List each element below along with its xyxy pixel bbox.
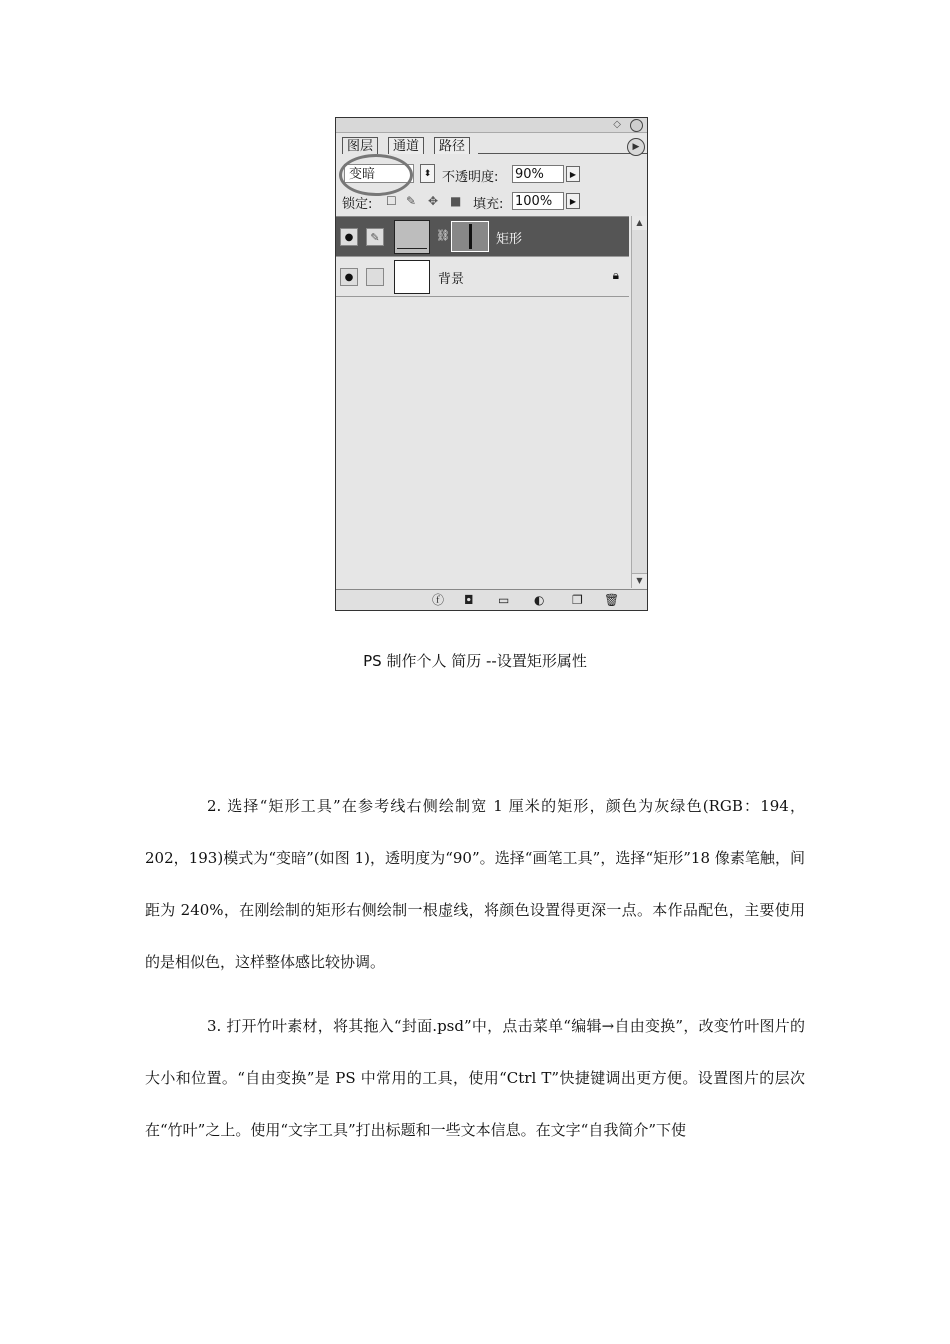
blend-mode-select[interactable]: 变暗 <box>344 164 414 183</box>
layer-row-background[interactable] <box>336 257 629 297</box>
layers-scrollbar[interactable] <box>631 216 647 588</box>
delete-layer-icon[interactable]: 🗑︎ <box>604 593 620 607</box>
blend-mode-stepper-icon[interactable]: ⬍ <box>420 164 435 183</box>
panel-tabs <box>338 135 647 155</box>
tab-paths[interactable]: 路径 <box>434 137 470 154</box>
layer-name: 矩形 <box>496 232 523 247</box>
adjustment-layer-icon[interactable]: ◐ <box>534 593 545 607</box>
tab-layers[interactable]: 图层 <box>342 137 378 154</box>
lock-transparency-icon[interactable]: ☐ <box>386 194 397 208</box>
vector-mask-thumbnail <box>451 221 489 252</box>
layer-thumbnail <box>394 260 430 294</box>
layers-list <box>336 216 629 589</box>
panel-menu-icon[interactable]: ▶ <box>627 138 645 156</box>
brush-slot-icon[interactable] <box>366 268 384 286</box>
lock-icon: 🔒︎ <box>612 268 619 282</box>
brush-icon[interactable]: ✎ <box>366 228 384 246</box>
fill-label: 填充: <box>473 197 504 212</box>
layer-thumbnail <box>394 220 430 254</box>
close-icon[interactable] <box>630 119 643 132</box>
fill-input[interactable]: 100% <box>512 192 564 210</box>
tabs-divider <box>478 153 647 154</box>
paragraph-step-3: 3. 打开竹叶素材，将其拖入“封面.psd”中，点击菜单“编辑→自由变换”，改变竹叶图片的大小和位置。“自由变换”是 PS 中常用的工具，使用“Ctrl T”快捷键调出更方便。设置图片的层次在“竹叶”之上。使用“文字工具”打出标题和一些文本信息。在文字“自我简介”下使 <box>145 1017 805 1139</box>
lock-position-icon[interactable]: ✥ <box>428 194 439 208</box>
opacity-label: 不透明度: <box>442 170 499 185</box>
scroll-down-icon[interactable]: ▼ <box>632 573 647 588</box>
layers-panel-figure <box>335 117 648 611</box>
lock-label: 锁定: <box>342 197 373 212</box>
lock-all-icon[interactable]: ■ <box>450 194 462 208</box>
panel-titlebar <box>336 118 647 133</box>
tab-channels[interactable]: 通道 <box>388 137 424 154</box>
scroll-up-icon[interactable]: ▲ <box>632 216 647 230</box>
panel-footer <box>336 589 647 610</box>
layer-name: 背景 <box>438 272 465 287</box>
add-mask-icon[interactable]: ◘ <box>464 593 474 607</box>
new-group-icon[interactable]: ▭ <box>498 593 510 607</box>
collapse-icon[interactable]: ◇ <box>613 119 621 130</box>
new-layer-icon[interactable]: ❐ <box>572 593 583 607</box>
opacity-input[interactable]: 90% <box>512 165 564 183</box>
paragraph-step-2: 2. 选择“矩形工具”在参考线右侧绘制宽 1 厘米的矩形，颜色为灰绿色(RGB：194，202，193)模式为“变暗”(如图 1)，透明度为“90”。选择“画笔工具”，选择“矩形”18 像素笔触，间距为 240%，在刚绘制的矩形右侧绘制一根虚线，将颜色设置得更深一点。本作品配色，主要使用的是相似色，这样整体感比较协调。 <box>145 797 805 971</box>
eye-icon[interactable]: ● <box>340 268 358 286</box>
fill-slider-arrow-icon[interactable]: ▶ <box>566 193 580 209</box>
link-icon[interactable]: ⛓ <box>436 229 450 242</box>
layer-row-rectangle[interactable] <box>336 217 629 257</box>
layer-style-icon[interactable]: ⓕ <box>432 593 445 607</box>
opacity-slider-arrow-icon[interactable]: ▶ <box>566 166 580 182</box>
lock-fill-row <box>336 188 647 214</box>
figure-caption: PS 制作个人 简历 --设置矩形属性 <box>363 652 587 670</box>
eye-icon[interactable]: ● <box>340 228 358 246</box>
lock-pixels-icon[interactable]: ✎ <box>406 194 417 208</box>
